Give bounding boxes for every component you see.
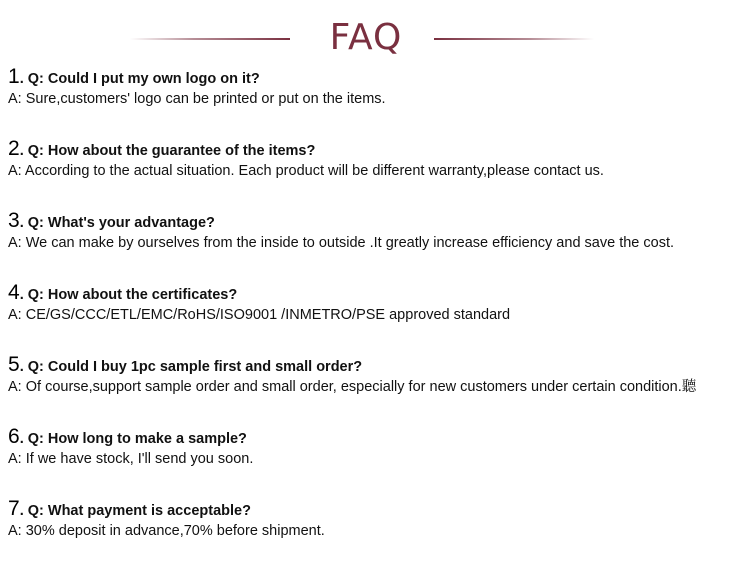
faq-question-text: . Q: Could I put my own logo on it? bbox=[19, 71, 260, 87]
faq-question-text: . Q: Could I buy 1pc sample first and small order? bbox=[19, 359, 363, 375]
faq-answer: A: CE/GS/CCC/ETL/EMC/RoHS/ISO9001 /INMETRO/PSE approved standard bbox=[8, 307, 511, 323]
faq-number: 1 bbox=[8, 65, 20, 88]
faq-number: 6 bbox=[8, 425, 20, 448]
faq-header bbox=[0, 14, 750, 62]
faq-item-5 bbox=[8, 352, 744, 424]
faq-question-text: . Q: How long to make a sample? bbox=[19, 431, 247, 447]
faq-number: 4 bbox=[8, 281, 20, 304]
faq-answer: A: If we have stock, I'll send you soon. bbox=[8, 451, 254, 467]
faq-answer: A: 30% deposit in advance,70% before shipment. bbox=[8, 523, 325, 539]
faq-number: 2 bbox=[8, 137, 20, 160]
faq-item-1 bbox=[8, 64, 744, 136]
faq-question bbox=[8, 208, 744, 234]
faq-item-6 bbox=[8, 424, 744, 496]
faq-answer: A: Of course,support sample order and small order, especially for new customers under certain condition.聽 bbox=[8, 379, 697, 395]
faq-question bbox=[8, 280, 744, 306]
faq-question-text: . Q: What's your advantage? bbox=[19, 215, 215, 231]
faq-answer: A: Sure,customers' logo can be printed or put on the items. bbox=[8, 91, 386, 107]
faq-answer: A: We can make by ourselves from the inside to outside .It greatly increase efficiency and save the cost. bbox=[8, 235, 674, 251]
faq-number: 3 bbox=[8, 209, 20, 232]
faq-item-4 bbox=[8, 280, 744, 352]
faq-question bbox=[8, 136, 744, 162]
title-rule-left bbox=[130, 38, 290, 40]
title-rule-right bbox=[434, 38, 594, 40]
faq-question-text: . Q: How about the certificates? bbox=[19, 287, 238, 303]
faq-question bbox=[8, 424, 744, 450]
faq-list bbox=[8, 64, 744, 568]
page-title: FAQ bbox=[329, 17, 403, 58]
faq-question bbox=[8, 352, 744, 378]
faq-question bbox=[8, 64, 744, 90]
faq-question-text: . Q: How about the guarantee of the items? bbox=[19, 143, 316, 159]
faq-item-3 bbox=[8, 208, 744, 280]
faq-answer: A: According to the actual situation. Each product will be different warranty,please contact us. bbox=[8, 163, 604, 179]
faq-question bbox=[8, 496, 744, 522]
faq-item-7 bbox=[8, 496, 744, 568]
faq-question-text: . Q: What payment is acceptable? bbox=[19, 503, 251, 519]
faq-number: 7 bbox=[8, 497, 20, 520]
faq-item-2 bbox=[8, 136, 744, 208]
faq-number: 5 bbox=[8, 353, 20, 376]
